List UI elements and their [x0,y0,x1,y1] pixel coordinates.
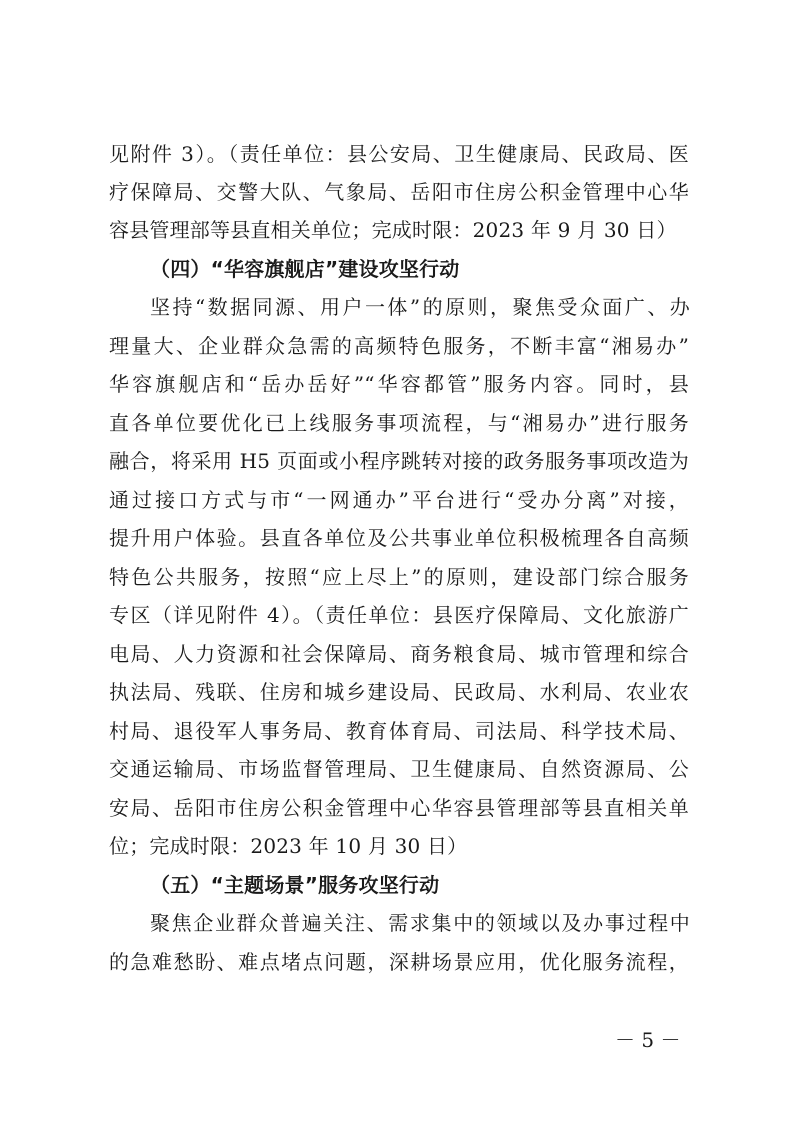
body-text-line: 疗保障局、交警大队、气象局、岳阳市住房公积金管理中心华 [109,180,689,204]
body-text-line: 提升用户体验。县直各单位及公共事业单位积极梳理各自高频 [109,526,689,550]
body-text-line: 的急难愁盼、难点堵点问题，深耕场景应用，优化服务流程， [109,950,689,974]
body-text-line: 安局、岳阳市住房公积金管理中心华容县管理部等县直相关单 [109,796,689,820]
body-text-line: 交通运输局、市场监督管理局、卫生健康局、自然资源局、公 [109,757,689,781]
section-heading: （四）“华容旗舰店”建设攻坚行动 [150,257,460,281]
body-text-line: 理量大、企业群众急需的高频特色服务，不断丰富“湘易办” [109,334,689,358]
body-text-line: 特色公共服务，按照“应上尽上”的原则，建设部门综合服务 [109,565,689,589]
body-text-line: 位；完成时限：2023 年 10 月 30 日） [109,834,468,858]
body-text-line: 电局、人力资源和社会保障局、商务粮食局、城市管理和综合 [109,642,689,666]
body-text-line: 执法局、残联、住房和城乡建设局、民政局、水利局、农业农 [109,680,689,704]
body-text-line: 专区（详见附件 4）。（责任单位：县医疗保障局、文化旅游广 [109,603,689,627]
body-text-line: 见附件 3）。（责任单位：县公安局、卫生健康局、民政局、医 [109,142,689,166]
body-text-line: 融合，将采用 H5 页面或小程序跳转对接的政务服务事项改造为 [109,449,689,473]
page-number: － 5 － [615,1028,681,1052]
section-heading: （五）“主题场景”服务攻坚行动 [150,873,440,897]
paragraph-first-line: 坚持“数据同源、用户一体”的原则，聚焦受众面广、办 [150,295,690,319]
body-text-line: 村局、退役军人事务局、教育体育局、司法局、科学技术局、 [109,719,689,743]
body-text-line: 通过接口方式与市“一网通办”平台进行“受办分离”对接， [109,488,689,512]
body-text-line: 容县管理部等县直相关单位；完成时限：2023 年 9 月 30 日） [109,218,677,242]
paragraph-first-line: 聚焦企业群众普遍关注、需求集中的领域以及办事过程中 [150,911,690,935]
body-text-line: 华容旗舰店和“岳办岳好”“华容都管”服务内容。同时，县 [109,372,689,396]
body-text-line: 直各单位要优化已上线服务事项流程，与“湘易办”进行服务 [109,411,689,435]
